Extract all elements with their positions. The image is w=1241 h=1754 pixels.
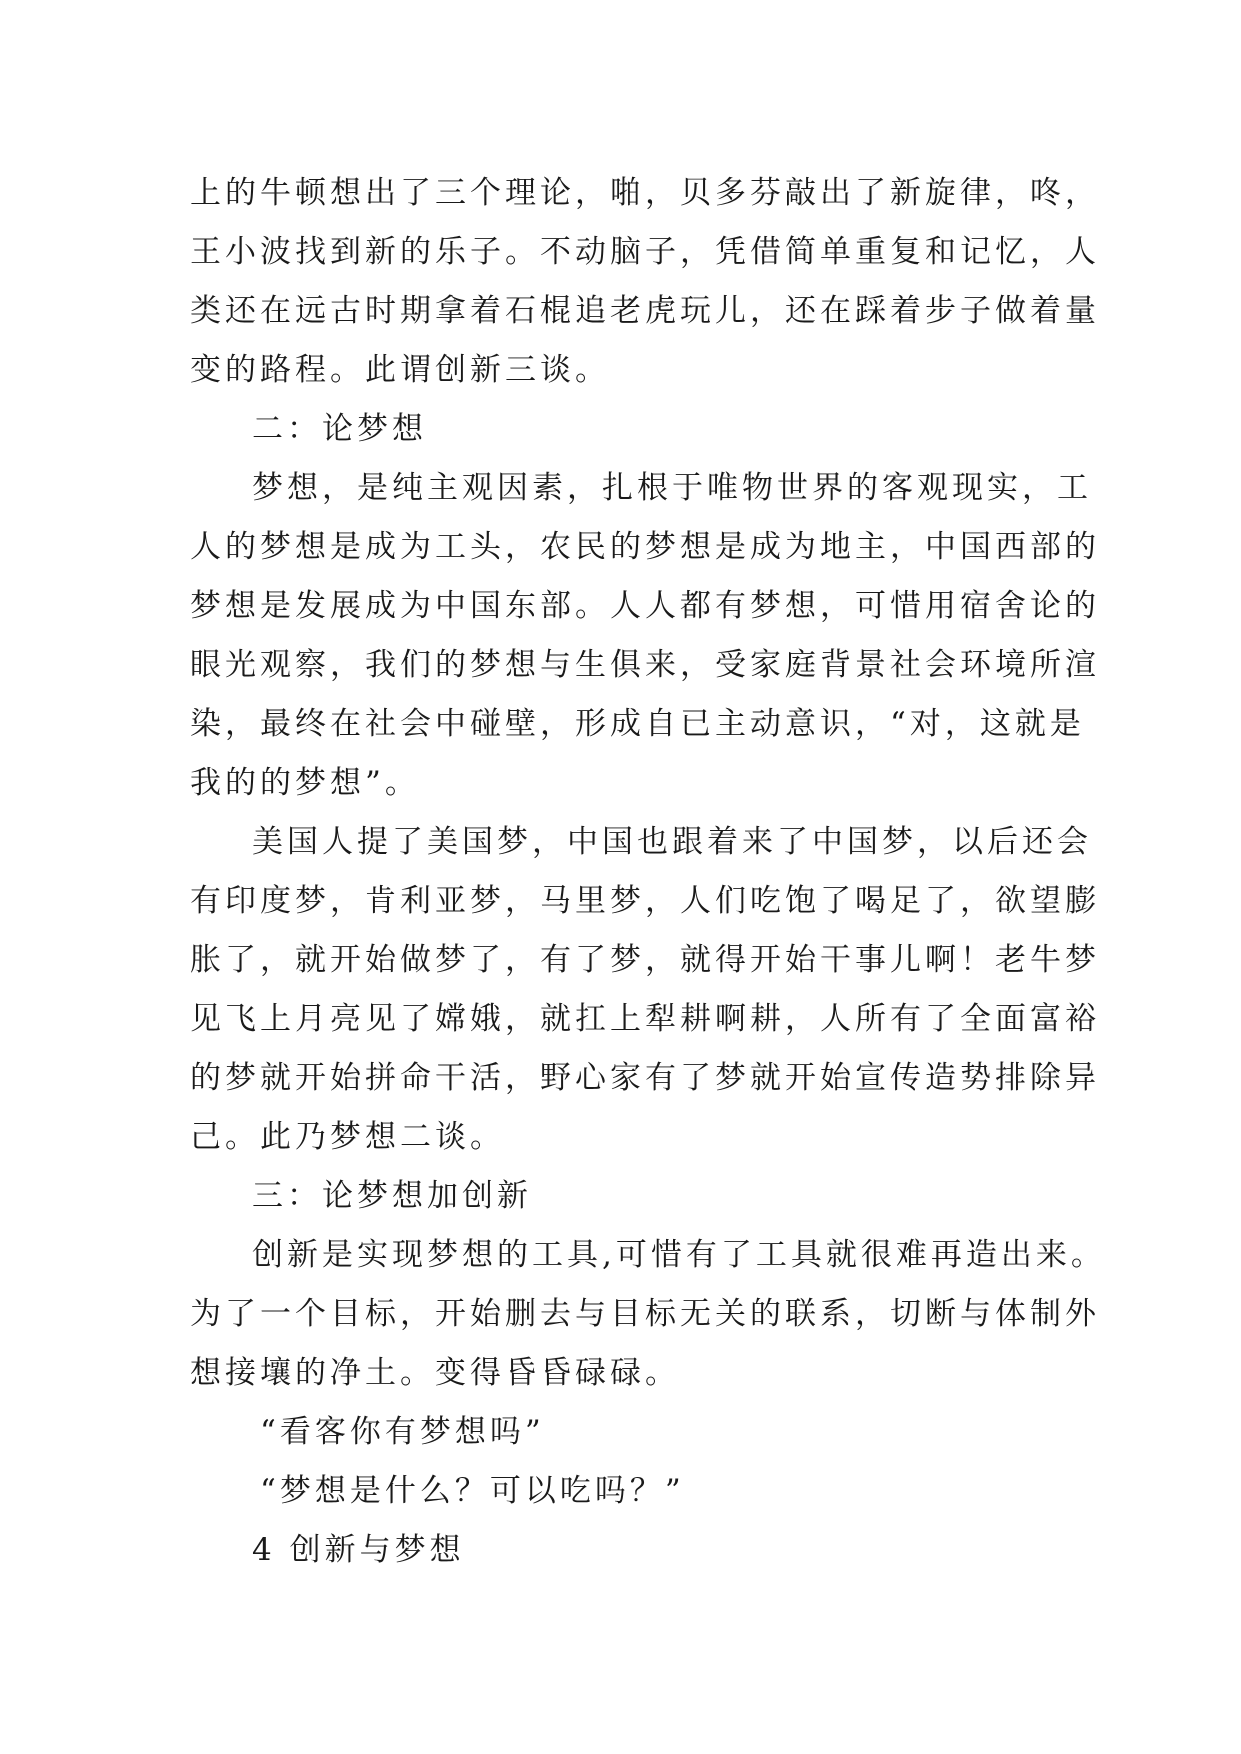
paragraph-line: 想接壤的净土。变得昏昏碌碌。	[190, 1355, 680, 1391]
quote-line: “梦想是什么？可以吃吗？”	[260, 1473, 685, 1509]
paragraph-line: 王小波找到新的乐子。不动脑子，凭借简单重复和记忆，人	[190, 234, 1100, 270]
paragraph-line: 为了一个目标，开始删去与目标无关的联系，切断与体制外	[190, 1296, 1100, 1332]
section-heading: 二：论梦想	[252, 411, 427, 447]
paragraph-line: 梦想是发展成为中国东部。人人都有梦想，可惜用宿舍论的	[190, 588, 1100, 624]
paragraph-line: 眼光观察，我们的梦想与生俱来，受家庭背景社会环境所渲	[190, 647, 1100, 683]
paragraph-line: 见飞上月亮见了嫦娥，就扛上犁耕啊耕，人所有了全面富裕	[190, 1001, 1100, 1037]
paragraph-line: 有印度梦，肯利亚梦，马里梦，人们吃饱了喝足了，欲望膨	[190, 883, 1100, 919]
paragraph-line: 人的梦想是成为工头，农民的梦想是成为地主，中国西部的	[190, 529, 1100, 565]
section-heading: 4 创新与梦想	[252, 1532, 465, 1568]
paragraph-line: 类还在远古时期拿着石棍追老虎玩儿，还在踩着步子做着量	[190, 293, 1100, 329]
paragraph-line: 胀了，就开始做梦了，有了梦，就得开始干事儿啊！老牛梦	[190, 942, 1100, 978]
paragraph-line: 上的牛顿想出了三个理论，啪，贝多芬敲出了新旋律，咚，	[190, 175, 1100, 211]
paragraph-line: 染，最终在社会中碰壁，形成自已主动意识，“对，这就是	[190, 706, 1085, 742]
paragraph-line: 变的路程。此谓创新三谈。	[190, 352, 610, 388]
paragraph-line: 我的的梦想”。	[190, 765, 420, 801]
paragraph-line: 己。此乃梦想二谈。	[190, 1119, 505, 1155]
paragraph-line: 美国人提了美国梦，中国也跟着来了中国梦，以后还会	[252, 824, 1092, 860]
body-text	[190, 164, 1106, 1580]
quote-line: “看客你有梦想吗”	[260, 1414, 545, 1450]
section-heading: 三：论梦想加创新	[252, 1178, 532, 1214]
paragraph-line: 的梦就开始拼命干活，野心家有了梦就开始宣传造势排除异	[190, 1060, 1100, 1096]
paragraph-line: 创新是实现梦想的工具,可惜有了工具就很难再造出来。	[252, 1237, 1106, 1273]
paragraph-line: 梦想，是纯主观因素，扎根于唯物世界的客观现实，工	[252, 470, 1092, 506]
